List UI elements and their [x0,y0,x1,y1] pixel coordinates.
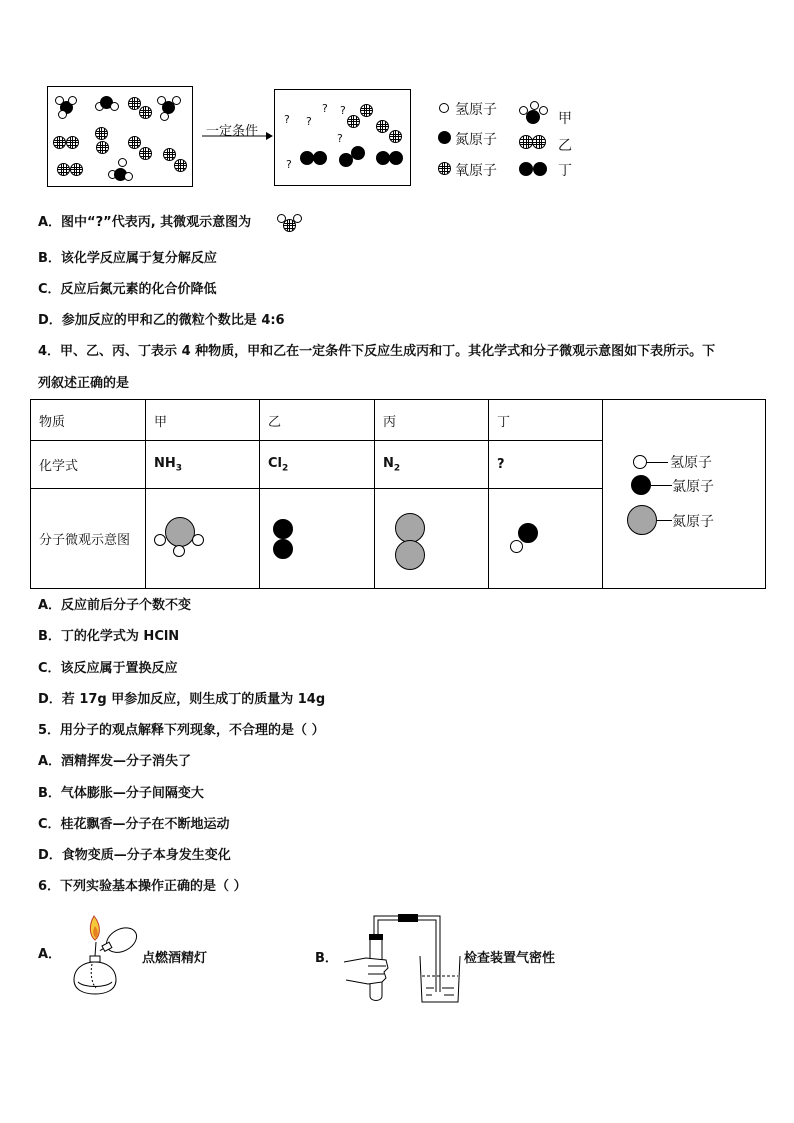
q5-option-d: D．食物变质—分子本身发生变化 [38,848,231,863]
q3-option-c: C．反应后氮元素的化合价降低 [38,282,217,297]
q6-option-b-text: 检查装置气密性 [464,951,556,966]
header-yi: 乙 [260,400,375,441]
q5-stem: 5．用分子的观点解释下列现象，不合理的是（ ） [38,723,325,738]
q5-option-a: A．酒精挥发—分子消失了 [38,754,192,769]
q3-option-a: A．图中“?”代表丙, 其微观示意图为 [38,215,252,230]
formula-bing: $N_2$ [375,441,489,489]
question-mark: ? [337,132,343,145]
q6-stem: 6．下列实验基本操作正确的是（ ） [38,879,247,894]
q6-option-b-letter: B． [315,951,338,966]
q4-option-b: B．丁的化学式为 HClN [38,629,180,644]
formula-jia: $NH_3$ [146,441,260,489]
reaction-arrow-label: 一定条件 [206,124,259,139]
diagram-label: 分子微观示意图 [31,489,146,589]
q5-option-c: C．桂花飘香—分子在不断地运动 [38,817,230,832]
q6-option-a-text: 点燃酒精灯 [142,951,208,966]
formula-ding: ? [489,441,603,489]
header-bing: 丙 [375,400,489,441]
question-mark: ? [340,104,346,117]
question-mark: ? [322,102,328,115]
q4-option-c: C．该反应属于置换反应 [38,661,178,676]
q3-option-b: B．该化学反应属于复分解反应 [38,251,217,266]
airtightness-check-illustration [338,908,463,1004]
alcohol-lamp-illustration [62,908,142,1004]
header-ding: 丁 [489,400,603,441]
question-mark: ? [306,115,312,128]
formula-label: 化学式 [31,441,146,489]
question-mark: ? [284,113,290,126]
q6-option-a-letter: A． [38,947,62,962]
header-substance: 物质 [31,400,146,441]
q4-stem-line2: 列叙述正确的是 [38,376,130,391]
q4-option-d: D．若 17g 甲参加反应，则生成丁的质量为 14g [38,692,326,707]
q4-option-a: A．反应前后分子个数不变 [38,598,192,613]
q4-stem-line1: 4．甲、乙、丙、丁表示 4 种物质，甲和乙在一定条件下反应生成丙和丁。其化学式和分子微观示意图如下表所示。下 [38,344,716,359]
q5-option-b: B．气体膨胀—分子间隔变大 [38,786,204,801]
reaction-arrow [200,130,274,142]
q3-option-d: D．参加反应的甲和乙的微粒个数比是 4:6 [38,313,285,328]
header-jia: 甲 [146,400,260,441]
formula-yi: $Cl_2$ [260,441,375,489]
question-mark: ? [286,158,292,171]
